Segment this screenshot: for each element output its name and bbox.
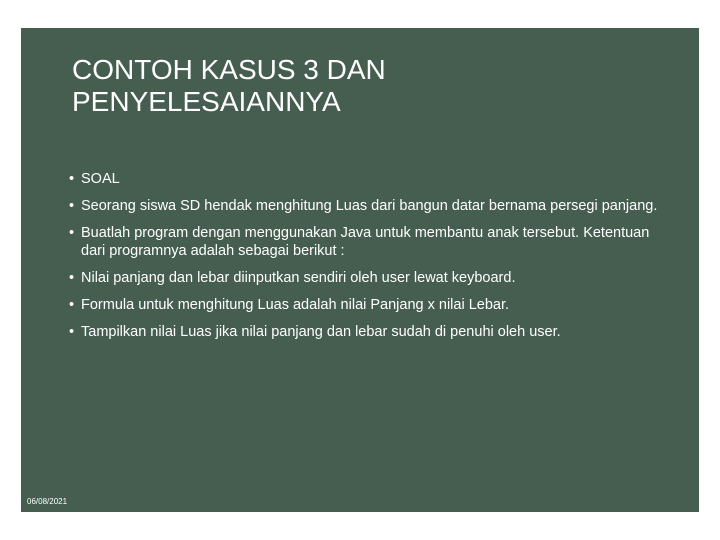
bullet-text: Tampilkan nilai Luas jika nilai panjang dan lebar sudah di penuhi oleh user. bbox=[81, 324, 561, 340]
bullet-dot: • bbox=[69, 198, 75, 214]
slide-title-line-1: CONTOH KASUS 3 DAN bbox=[72, 54, 386, 85]
bullet-text: Seorang siswa SD hendak menghitung Luas dari bangun datar bernama persegi panjang. bbox=[81, 198, 658, 214]
bullet-dot: • bbox=[69, 270, 75, 286]
slide-title-line-2: PENYELESAIANNYA bbox=[72, 86, 341, 117]
bullet-dot: • bbox=[69, 324, 75, 340]
slide-title bbox=[72, 54, 632, 118]
slide bbox=[21, 28, 699, 512]
bullet-item bbox=[69, 323, 669, 341]
bullet-item bbox=[69, 170, 669, 188]
bullet-list bbox=[69, 170, 669, 350]
bullet-text: Formula untuk menghitung Luas adalah nilai Panjang x nilai Lebar. bbox=[81, 297, 510, 313]
slide-date: 06/08/2021 bbox=[27, 497, 68, 506]
bullet-dot: • bbox=[69, 225, 75, 241]
bullet-text: SOAL bbox=[81, 171, 120, 187]
bullet-item bbox=[69, 296, 669, 314]
bullet-dot: • bbox=[69, 297, 75, 313]
bullet-text: Nilai panjang dan lebar diinputkan sendiri oleh user lewat keyboard. bbox=[81, 270, 516, 286]
bullet-item bbox=[69, 269, 669, 287]
bullet-item bbox=[69, 224, 669, 260]
bullet-item bbox=[69, 197, 669, 215]
bullet-text: Buatlah program dengan menggunakan Java untuk membantu anak tersebut. Ketentuan dari programnya adalah sebagai berikut : bbox=[81, 225, 650, 259]
bullet-dot: • bbox=[69, 171, 75, 187]
